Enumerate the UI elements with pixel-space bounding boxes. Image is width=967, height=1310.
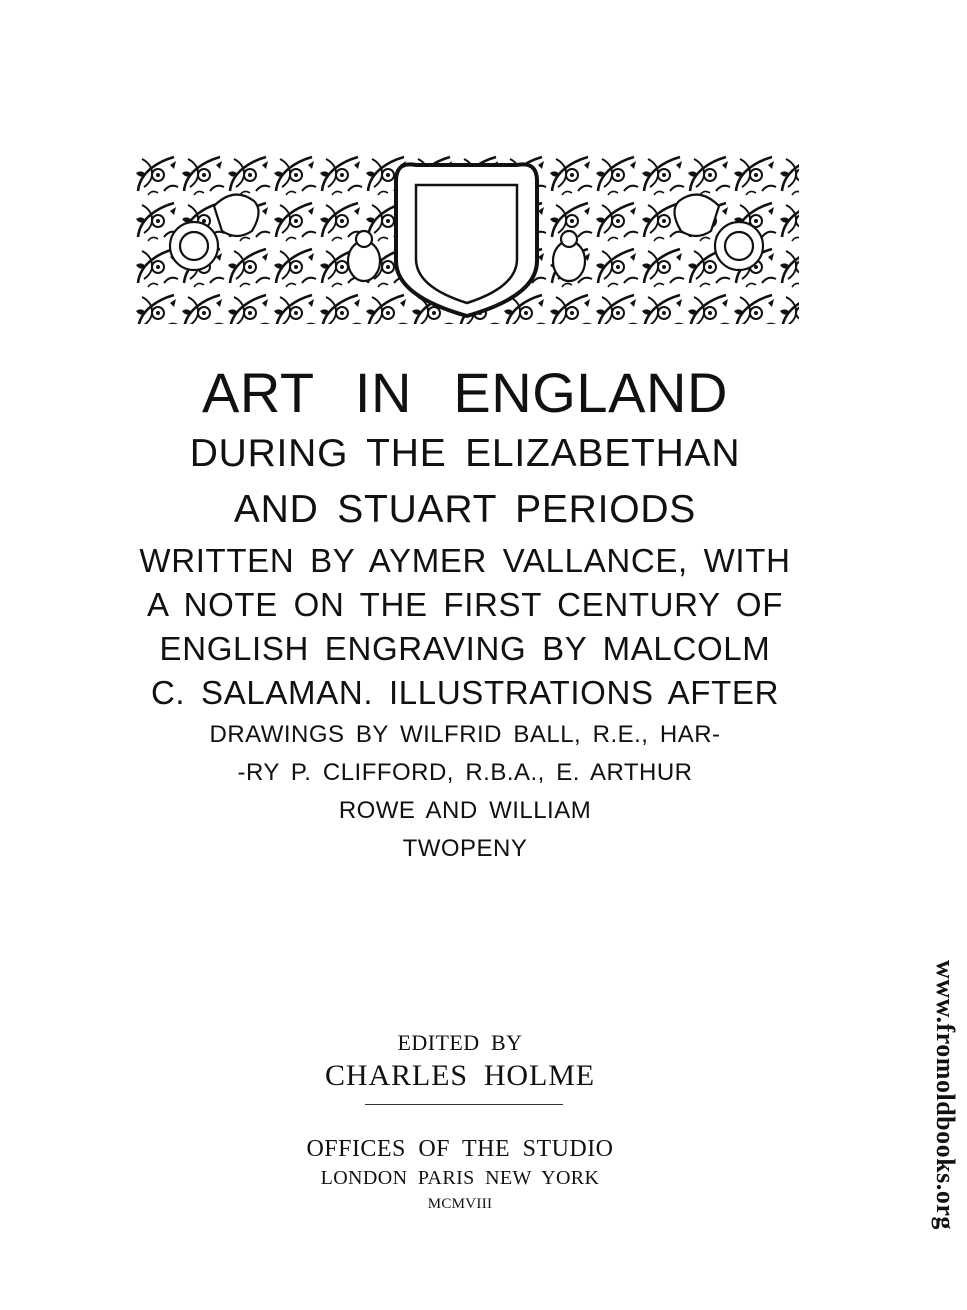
editor-block	[200, 1032, 720, 1054]
subtitle-block	[110, 434, 820, 474]
subtitle-line-6: C. SALAMAN. ILLUSTRATIONS AFTER	[150, 674, 780, 711]
author-block-2	[110, 588, 820, 621]
subtitle-line-3: WRITTEN BY AYMER VALLANCE, WITH	[139, 542, 791, 579]
main-title: ART IN ENGLAND	[201, 361, 729, 424]
publisher-office: OFFICES OF THE STUDIO	[306, 1136, 614, 1162]
subtitle-block-2	[110, 490, 820, 529]
publisher-cities: LONDON PARIS NEW YORK	[320, 1167, 600, 1189]
illustrator-block-3	[110, 799, 820, 823]
watermark-sidebar	[917, 960, 967, 1310]
edited-by-label: EDITED BY	[397, 1030, 523, 1055]
illustrator-block-1	[110, 723, 820, 747]
author-block-1	[110, 544, 820, 577]
illustrator-block-2	[110, 761, 820, 785]
editor-name: CHARLES HOLME	[324, 1059, 596, 1092]
headpiece-illustration	[134, 151, 799, 324]
subtitle-line-10: TWOPENY	[402, 835, 528, 862]
subtitle-line-8: -RY P. CLIFFORD, R.B.A., E. ARTHUR	[237, 759, 693, 786]
illustrator-block-4	[110, 837, 820, 861]
divider-rule	[365, 1104, 563, 1105]
publisher-cities-block	[200, 1168, 720, 1188]
publisher-block	[200, 1137, 720, 1161]
subtitle-line-5: ENGLISH ENGRAVING BY MALCOLM	[159, 630, 771, 667]
subtitle-line-2: AND STUART PERIODS	[233, 488, 697, 531]
ornamental-headpiece	[134, 151, 799, 324]
author-block-3	[110, 632, 820, 665]
subtitle-line-7: DRAWINGS BY WILFRID BALL, R.E., HAR-	[209, 721, 721, 748]
publisher-year-block	[200, 1197, 720, 1212]
watermark-text: www.fromoldbooks.org	[931, 960, 960, 1230]
subtitle-line-1: DURING THE ELIZABETHAN	[189, 432, 741, 475]
book-title	[110, 361, 820, 424]
subtitle-line-9: ROWE AND WILLIAM	[338, 797, 592, 824]
author-block-4	[110, 676, 820, 709]
publication-year: MCMVIII	[427, 1196, 493, 1212]
subtitle-line-4: A NOTE ON THE FIRST CENTURY OF	[146, 586, 784, 623]
editor-name-block	[200, 1061, 720, 1091]
